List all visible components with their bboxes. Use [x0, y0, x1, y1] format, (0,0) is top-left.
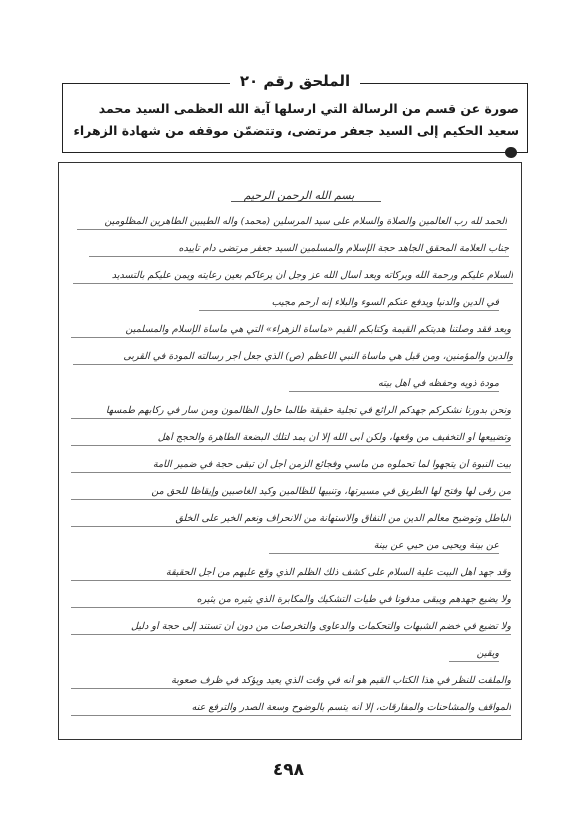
letter-line: الباطل وتوضيح معالم الدين من النفاق والاستهانة من الانحراف ونعم الخير على الخلق — [175, 513, 511, 524]
letter-line: عن بينة ويحيى من حيي عن بينة — [373, 540, 499, 551]
letter-line-rule — [71, 607, 511, 608]
letter-line: وتضييعها أو التخفيف من وقعها، ولكن أبى الله إلا أن يمد لتلك البضعة الطاهرة والحجج أهل — [157, 432, 511, 443]
caption-text-block — [71, 98, 519, 164]
letter-line-rule — [71, 445, 511, 446]
letter-line: الحمد لله رب العالمين والصلاة والسلام على سيد المرسلين (محمد) وآله الطيبين الطاهرين المظلومين — [104, 216, 507, 227]
letter-line-rule — [199, 310, 499, 311]
letter-line: جناب العلامة المحقق الجاهد حجة الإسلام والمسلمين السيد جعفر مرتضى دام تأييده — [178, 243, 509, 254]
letter-line: وقد جهد أهل البيت علية السلام على كشف ذلك الظلم الذي وقع عليهم من أجل الحقيقة — [165, 567, 511, 578]
letter-basmala: بسم الله الرحمن الرحيم — [243, 189, 355, 202]
page-number: ٤٩٨ — [272, 760, 305, 780]
letter-line-rule — [71, 715, 511, 716]
letter-line-rule — [269, 553, 499, 554]
letter-line: مودة ذويه وحفظه في أهل بيته — [378, 378, 499, 389]
letter-line-rule — [71, 580, 511, 581]
letter-lines — [59, 163, 521, 739]
letter-line-rule — [77, 229, 507, 230]
letter-line-rule — [71, 472, 511, 473]
handwritten-letter-scan — [58, 162, 522, 740]
letter-line-rule — [71, 688, 511, 689]
letter-line-rule — [71, 337, 511, 338]
letter-line: والملفت للنظر في هذا الكتاب القيم هو أنه في وقت الذي يعيد ويؤكد في ظرف صعوبة — [171, 675, 511, 686]
salutation-seal-icon — [505, 147, 517, 158]
letter-line: المواقف والمشاحنات والمفارقات، إلا أنه يتسم بالوضوح وسعة الصدر والترفع عنه — [191, 702, 511, 713]
letter-line: وبعد فقد وصلتنا هديتكم القيمة وكتابكم القيم «مأساة الزهراء» التي هي مأساة الإسلام والمسلمين — [125, 324, 511, 335]
letter-line-rule — [73, 364, 513, 365]
letter-line: من رقى لها وفتح لها الطريق في مسيرتها، وتنبيها للظالمين وكيد الغاصبين وإيقاظا للحق من — [151, 486, 511, 497]
appendix-caption-box — [62, 72, 528, 153]
letter-line: ونحن بدورنا نشكركم جهدكم الرائع في تجلية حقيقة طالما حاول الظالمون ومن سار في ركابهم طمسها — [105, 405, 511, 416]
letter-line: ولا يضيع جهدهم ويبقى مدفونا في طيات التشكيك والمكابرة الذي يثيره من يثيره — [196, 594, 511, 605]
letter-line: والدين والمؤمنين، ومن قبل هي مأساة النبي الأعظم (ص) الذي جعل أجر رسالته المودة في القربى — [123, 351, 513, 362]
letter-line-rule — [71, 526, 511, 527]
letter-line: ويقين — [476, 648, 499, 659]
caption-text: صورة عن قسم من الرسالة التي ارسلها آية الله العظمى السيد محمد سعيد الحكيم إلى السيد جعفر مرتضى، وتتضمّن موقفه من شهادة الزهراء — [73, 101, 519, 138]
letter-line-rule — [289, 391, 499, 392]
appendix-title-text: الملحق رقم ٢٠ — [230, 72, 360, 90]
letter-line: في الدين والدنيا ويدفع عنكم السوء والبلاء إنه أرحم مجيب — [271, 297, 499, 308]
appendix-title — [63, 71, 527, 90]
letter-line-rule — [449, 661, 499, 662]
letter-line: ولا تضيع في خضم الشبهات والتحكمات والدعاوى والتخرصات من دون أن تستند إلى حجة أو دليل — [131, 621, 511, 632]
letter-line: السلام عليكم ورحمة الله وبركاته وبعد أسأل الله عز وجل أن يرعاكم بعين رعايته ويمن عليكم بالتسديد — [111, 270, 513, 281]
letter-line-rule — [71, 634, 511, 635]
letter-line: بيت النبوة أن يتجهوا لما تحملوه من مآسي وفجائع الزمن أجل أن تبقى حجة في ضمير الأمة — [152, 459, 511, 470]
letter-line-rule — [73, 283, 513, 284]
letter-line-rule — [71, 418, 511, 419]
letter-line-rule — [71, 499, 511, 500]
letter-line-rule — [89, 256, 509, 257]
